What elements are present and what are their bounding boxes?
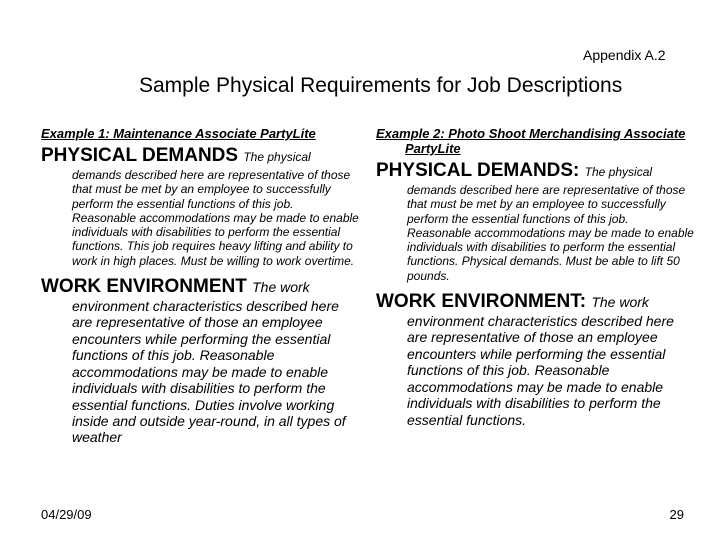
example-1-work-heading bbox=[41, 276, 359, 298]
example-2-physical-body: demands described here are representative of those that must be met by an employee to successfully perform the essential functions of this job. Reasonable accommodations may be made to enable individuals with disabilities to perform the essential functions. Physical demands. Must be able to lift 50 pounds. bbox=[407, 183, 694, 283]
appendix-label: Appendix A.2 bbox=[583, 47, 666, 63]
example-2-work-heading bbox=[376, 291, 694, 313]
example-2-column bbox=[376, 126, 694, 428]
example-2-physical-heading bbox=[376, 160, 694, 183]
page-title: Sample Physical Requirements for Job Descriptions bbox=[139, 74, 623, 97]
footer-date: 04/29/09 bbox=[41, 507, 92, 522]
example-1-work-lead: The work bbox=[252, 279, 310, 296]
example-1-physical-heading-text: PHYSICAL DEMANDS bbox=[41, 145, 239, 166]
example-2-work-heading-text: WORK ENVIRONMENT: bbox=[376, 291, 587, 313]
example-2-title: Example 2: Photo Shoot Merchandising Associate PartyLite bbox=[376, 126, 686, 156]
example-2-work-body: environment characteristics described here are representative of those an employee encounters while performing the essential functions of this job. Reasonable accommodations may be made to enable individuals with disabilities to perform the essential functions. bbox=[407, 313, 674, 428]
example-2-work-lead: The work bbox=[591, 294, 649, 311]
example-1-work-body: environment characteristics described here are representative of those an employee encounters while performing the essential functions of this job. Reasonable accommodations may be made to enable individuals with disabilities to perform the essential functions. Duties involve working inside and outside year-round, in all types of weather bbox=[72, 298, 346, 446]
example-1-physical-lead: The physical bbox=[243, 150, 311, 164]
example-2-physical-lead: The physical bbox=[584, 165, 653, 179]
example-2-physical-heading-text: PHYSICAL DEMANDS: bbox=[376, 160, 580, 181]
example-1-title: Example 1: Maintenance Associate PartyLite bbox=[41, 126, 316, 141]
example-1-physical-body: demands described here are representative of those that must be met by an employee to successfully perform the essential functions of this job. Reasonable accommodations may be made to enable individuals with disabilities to perform the essential functions. This job requires heavy lifting and ability to work in high places. Must be willing to work overtime. bbox=[72, 168, 359, 268]
example-1-column bbox=[41, 126, 359, 446]
example-1-physical-heading bbox=[41, 145, 359, 168]
page-number: 29 bbox=[669, 507, 684, 522]
example-1-work-heading-text: WORK ENVIRONMENT bbox=[41, 276, 247, 298]
